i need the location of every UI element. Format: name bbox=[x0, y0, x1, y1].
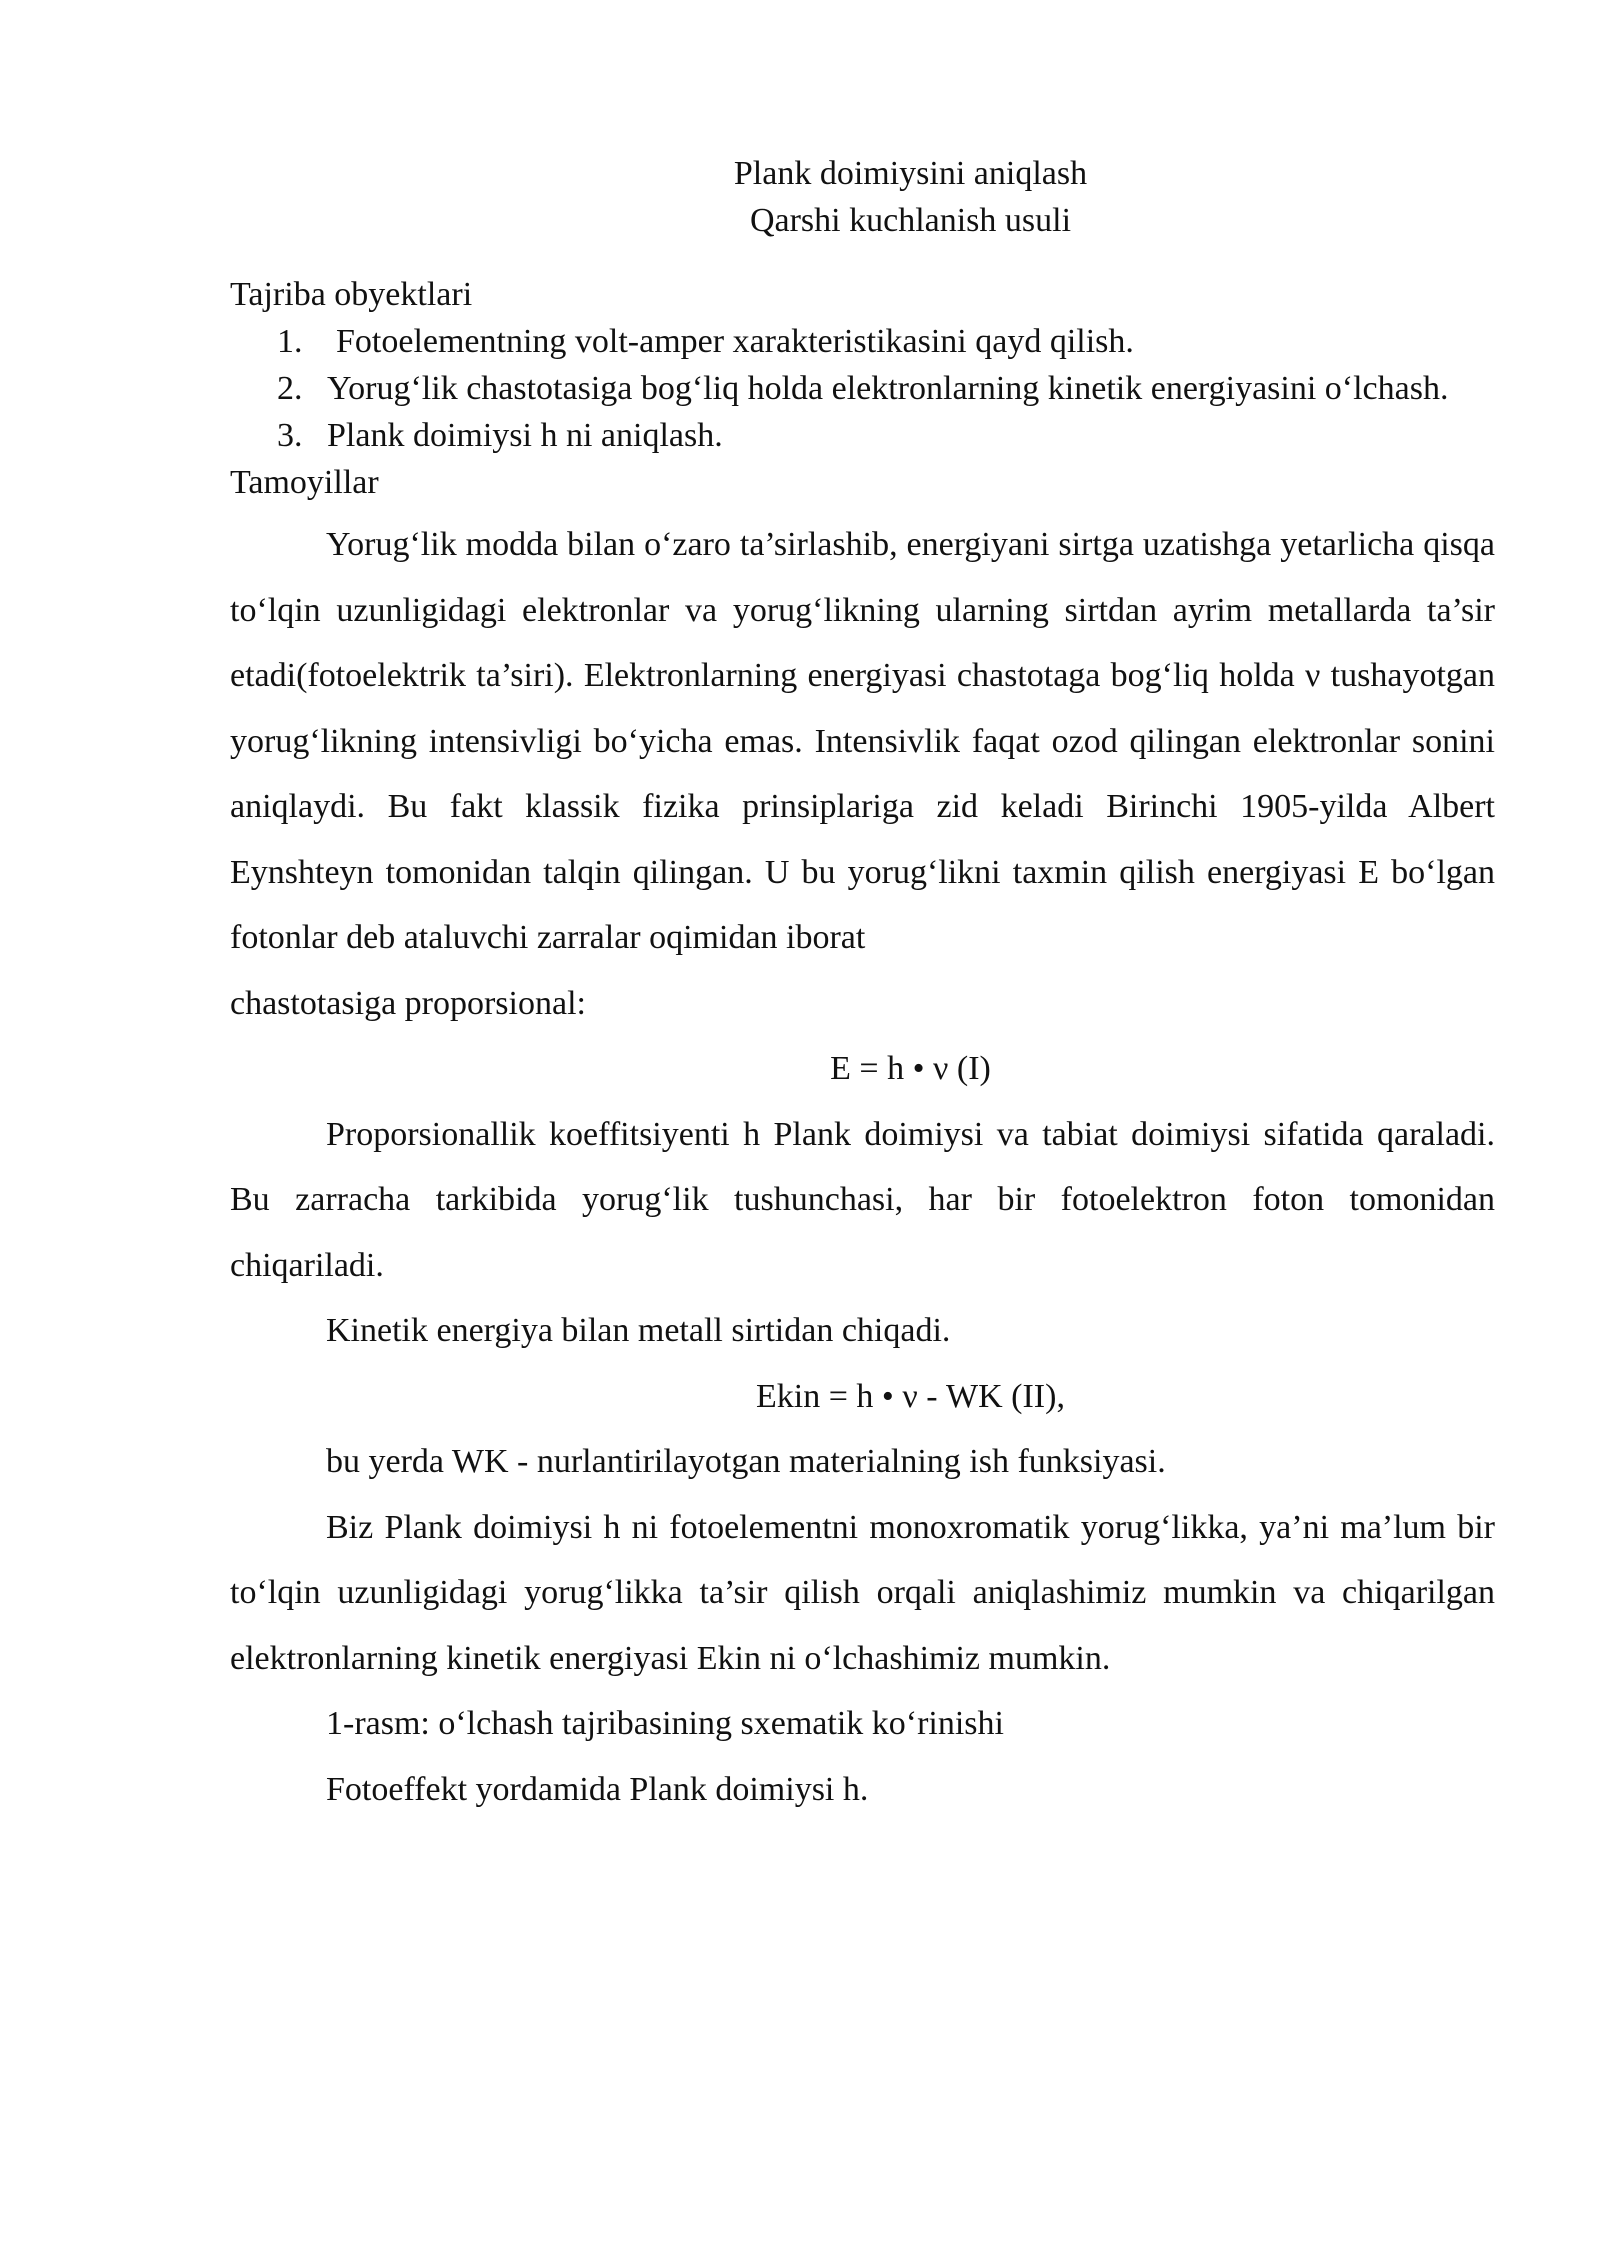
list-item-number: 1. bbox=[277, 323, 303, 360]
principles-paragraph-4: bu yerda WK - nurlantirilayotgan materialning ish funksiyasi. bbox=[326, 1443, 1166, 1480]
objectives-list bbox=[230, 318, 1495, 459]
formula-energy: E = h • ν (I) bbox=[830, 1050, 991, 1087]
principles-heading: Tamoyillar bbox=[230, 464, 379, 501]
list-item-text: Fotoelementning volt-amper xarakteristikasini qayd qilish. bbox=[336, 323, 1134, 360]
figure-caption-subtitle: Fotoeffekt yordamida Plank doimiysi h. bbox=[326, 1770, 869, 1808]
list-item bbox=[230, 412, 1495, 459]
document-page bbox=[230, 150, 1495, 1822]
list-item-text: Plank doimiysi h ni aniqlash. bbox=[327, 417, 723, 454]
principles-paragraph-2: Proporsionallik koeffitsiyenti h Plank doimiysi va tabiat doimiysi sifatida qaraladi. Bu zarracha tarkibida yorug‘lik tushunchasi, har bir fotoelektron foton tomonidan chiqariladi. bbox=[230, 1115, 1495, 1284]
figure-caption: 1-rasm: o‘lchash tajribasining sxematik ko‘rinishi bbox=[326, 1705, 1004, 1742]
list-item bbox=[230, 365, 1495, 412]
list-item-number: 2. bbox=[277, 370, 303, 407]
principles-paragraph-1-tail: chastotasiga proporsional: bbox=[230, 984, 586, 1022]
list-item bbox=[230, 318, 1495, 365]
formula-kinetic-energy: Ekin = h • ν - WK (II), bbox=[756, 1377, 1065, 1415]
document-subtitle: Qarshi kuchlanish usuli bbox=[749, 202, 1072, 239]
objectives-heading: Tajriba obyektlari bbox=[230, 276, 473, 313]
principles-paragraph-5: Biz Plank doimiysi h ni fotoelementni monoxromatik yorug‘likka, ya’ni ma’lum bir to‘lqin uzunligidagi yorug‘likka ta’sir qilish orqali aniqlashimiz mumkin va chiqarilgan elektronlarning kinetik energiyasi Ekin ni o‘lchashimiz mumkin. bbox=[230, 1508, 1495, 1677]
list-item-number: 3. bbox=[277, 417, 303, 454]
document-title: Plank doimiysini aniqlash bbox=[733, 155, 1088, 192]
principles-paragraph-1: Yorug‘lik modda bilan o‘zaro ta’sirlashib, energiyani sirtga uzatishga yetarlicha qisqa to‘lqin uzunligidagi elektronlar va yorug‘likning ularning sirtdan ayrim metallarda ta’sir etadi(fotoelektrik ta’siri). Elektronlarning energiyasi chastotaga bog‘liq holda ν tushayotgan yorug‘likning intensivligi bo‘yicha emas. Intensivlik faqat ozod qilingan elektronlar sonini aniqlaydi. Bu fakt klassik fizika prinsiplariga zid keladi Birinchi 1905-yilda Albert Eynshteyn tomonidan talqin qilingan. U bu yorug‘likni taxmin qilish energiyasi E bo‘lgan fotonlar deb ataluvchi zarralar oqimidan iborat bbox=[230, 526, 1495, 956]
principles-paragraph-3: Kinetik energiya bilan metall sirtidan chiqadi. bbox=[326, 1312, 951, 1349]
list-item-text: Yorug‘lik chastotasiga bog‘liq holda elektronlarning kinetik energiyasini o‘lchash. bbox=[327, 370, 1449, 407]
